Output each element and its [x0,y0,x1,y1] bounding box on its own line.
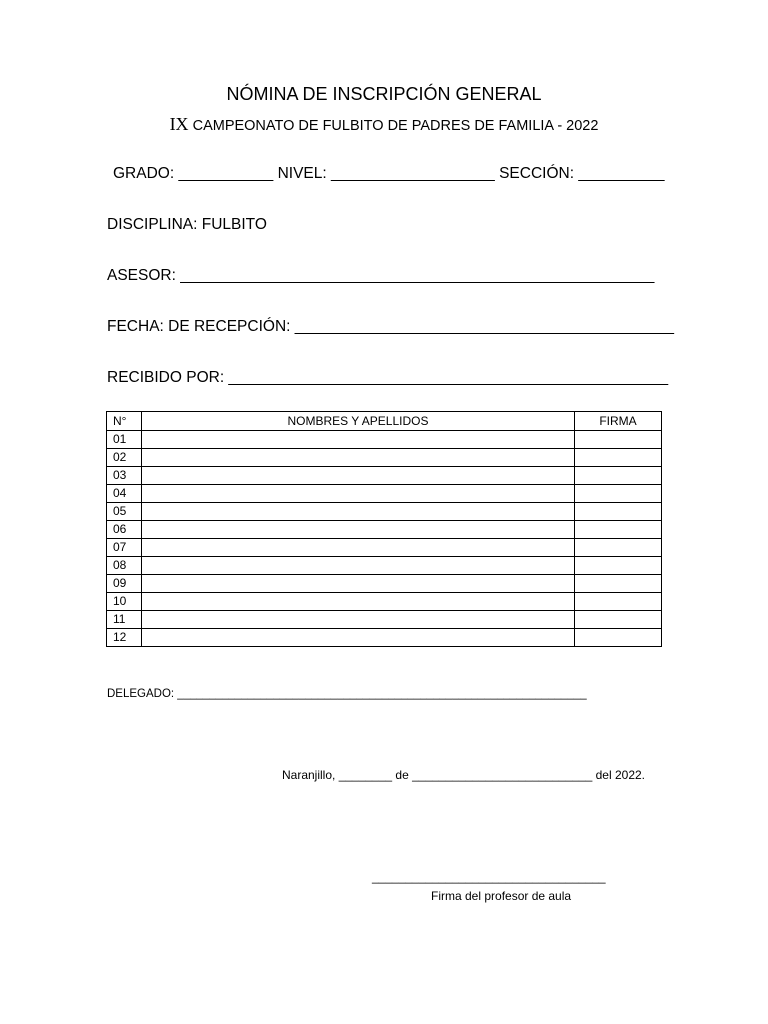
row-firma-cell[interactable] [575,503,662,521]
row-name-cell[interactable] [142,449,575,467]
delegado-line: DELEGADO: ________________________________________________________________ [107,688,587,700]
row-name-cell[interactable] [142,467,575,485]
row-firma-cell[interactable] [575,539,662,557]
row-name-cell[interactable] [142,431,575,449]
table-row [107,431,662,449]
row-number: 05 [107,503,142,521]
signature-label: Firma del profesor de aula [431,889,572,903]
row-name-cell[interactable] [142,611,575,629]
row-name-cell[interactable] [142,521,575,539]
row-number: 02 [107,449,142,467]
table-row [107,611,662,629]
header-firma: FIRMA [575,412,662,431]
header-names: NOMBRES Y APELLIDOS [142,412,575,431]
asesor-line: ASESOR: _______________________________________________________ [107,267,655,284]
table-row [107,575,662,593]
row-firma-cell[interactable] [575,557,662,575]
row-name-cell[interactable] [142,539,575,557]
disciplina-line: DISCIPLINA: FULBITO [107,216,267,233]
table-header-row [107,412,662,431]
row-number: 12 [107,629,142,647]
table-row [107,593,662,611]
row-firma-cell[interactable] [575,629,662,647]
header-number: N° [107,412,142,431]
row-number: 01 [107,431,142,449]
table-row [107,629,662,647]
row-number: 04 [107,485,142,503]
row-firma-cell[interactable] [575,593,662,611]
row-name-cell[interactable] [142,503,575,521]
row-firma-cell[interactable] [575,521,662,539]
row-number: 06 [107,521,142,539]
row-number: 03 [107,467,142,485]
subtitle-text: CAMPEONATO DE FULBITO DE PADRES DE FAMILIA - 2022 [188,118,599,134]
table-row [107,557,662,575]
row-name-cell[interactable] [142,485,575,503]
row-firma-cell[interactable] [575,431,662,449]
place-date-line: Naranjillo, ________ de ___________________________ del 2022. [282,768,645,782]
row-firma-cell[interactable] [575,611,662,629]
row-firma-cell[interactable] [575,449,662,467]
row-name-cell[interactable] [142,575,575,593]
row-name-cell[interactable] [142,557,575,575]
document-title: NÓMINA DE INSCRIPCIÓN GENERAL [226,84,542,104]
row-firma-cell[interactable] [575,575,662,593]
table-row [107,539,662,557]
row-firma-cell[interactable] [575,467,662,485]
grado-nivel-seccion-line: GRADO: ___________ NIVEL: ___________________ SECCIÓN: __________ [113,165,665,182]
recibido-por-line: RECIBIDO POR: ___________________________________________________ [107,369,669,386]
table-row [107,503,662,521]
fecha-recepcion-line: FECHA: DE RECEPCIÓN: ____________________________________________ [107,318,675,335]
row-number: 10 [107,593,142,611]
table-row [107,521,662,539]
edition-roman-numeral: IX [169,114,189,134]
table-row [107,467,662,485]
table-row [107,485,662,503]
roster-table [106,411,662,647]
row-number: 11 [107,611,142,629]
document-subtitle [0,114,768,135]
row-name-cell[interactable] [142,593,575,611]
row-number: 07 [107,539,142,557]
signature-line: ___________________________________ [372,870,606,884]
row-name-cell[interactable] [142,629,575,647]
row-firma-cell[interactable] [575,485,662,503]
roster-body [107,431,662,647]
row-number: 08 [107,557,142,575]
table-row [107,449,662,467]
row-number: 09 [107,575,142,593]
